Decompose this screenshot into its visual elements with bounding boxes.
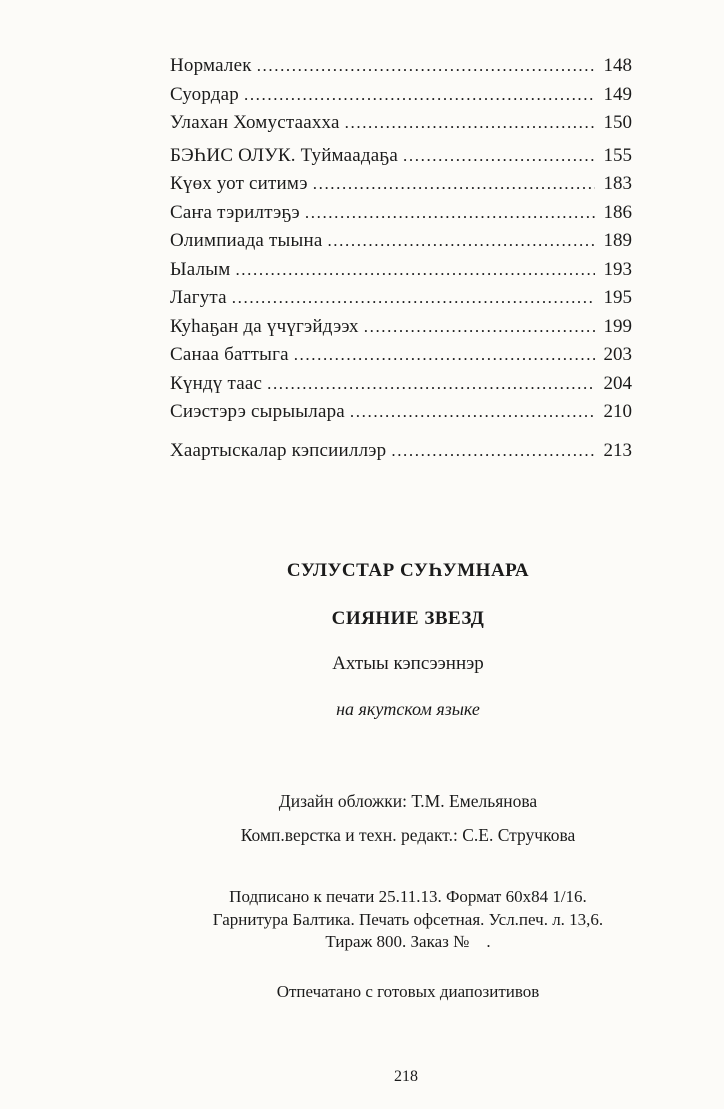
- toc-dot-leader: [235, 256, 595, 285]
- toc-dot-leader: [232, 284, 595, 313]
- toc-entry-page: 204: [603, 372, 632, 394]
- toc-entry-page: 203: [603, 344, 632, 365]
- toc-dot-leader: [350, 398, 595, 427]
- toc-dot-leader: [313, 170, 595, 199]
- toc-entry: [170, 313, 632, 342]
- toc-entry-title: БЭҺИС ОЛУК. Туймаадаҕа: [170, 144, 399, 166]
- book-subtitle: Ахтыы кэпсээннэр: [332, 653, 484, 674]
- toc-entry: [170, 199, 632, 228]
- toc-dot-leader: [294, 341, 595, 370]
- toc-dot-leader: [327, 227, 595, 256]
- print-details: [102, 886, 714, 954]
- book-title-yakut: СУЛУСТАР СУҺУМНАРА: [286, 560, 530, 581]
- toc-entry-page: 150: [603, 112, 632, 133]
- toc-entry-page: 213: [603, 439, 632, 461]
- print-details-line1: Подписано к печати 25.11.13. Формат 60х84 1/16.: [229, 887, 587, 906]
- toc-dot-leader: [267, 370, 595, 399]
- toc-entry: [170, 398, 632, 427]
- toc-entry-title: Лагута: [170, 287, 227, 308]
- toc-entry: [170, 142, 632, 171]
- toc-dot-leader: [345, 109, 595, 138]
- toc-entry-page: 155: [603, 144, 632, 166]
- toc-entry-page: 189: [603, 230, 632, 251]
- cover-design-credit: Дизайн обложки: Т.М. Емельянова: [278, 791, 538, 811]
- toc-dot-leader: [391, 437, 595, 466]
- toc-entry-title: Куһаҕан да үчүгэйдээх: [170, 315, 359, 337]
- toc-entry: [170, 370, 632, 399]
- table-of-contents: [170, 52, 632, 465]
- toc-entry-page: 199: [603, 315, 632, 337]
- toc-entry-title: Сиэстэрэ сырыылара: [170, 401, 345, 422]
- toc-entry-title: Улахан Хомустаахха: [170, 112, 340, 133]
- toc-dot-leader: [244, 81, 595, 110]
- toc-entry-title: Хаартыскалар кэпсииллэр: [170, 439, 387, 461]
- toc-entry-title: Санаа баттыга: [170, 344, 289, 365]
- printed-note: Отпечатано с готовых диапозитивов: [276, 981, 540, 1001]
- toc-entry: [170, 256, 632, 285]
- toc-dot-leader: [364, 313, 595, 342]
- toc-entry-page: 186: [603, 201, 632, 223]
- toc-entry-page: 149: [603, 83, 632, 105]
- toc-entry: [170, 170, 632, 199]
- toc-entry-title: Суордар: [170, 83, 239, 105]
- print-details-line3: Тираж 800. Заказ № .: [325, 932, 491, 951]
- toc-entry-page: 193: [603, 258, 632, 280]
- toc-entry-title: Саҥа тэрилтэҕэ: [170, 201, 300, 223]
- toc-entry-page: 210: [603, 401, 632, 422]
- toc-entry: [170, 284, 632, 313]
- colophon: [102, 560, 714, 1002]
- toc-dot-leader: [403, 142, 595, 171]
- print-details-line2: Гарнитура Балтика. Печать офсетная. Усл.печ. л. 13,6.: [212, 909, 604, 929]
- toc-entry-page: 195: [603, 287, 632, 308]
- toc-entry: [170, 109, 632, 138]
- page-number: 218: [394, 1068, 418, 1085]
- toc-entry-title: Күндү таас: [170, 372, 263, 394]
- toc-entry: [170, 81, 632, 110]
- book-title-russian: СИЯНИЕ ЗВЕЗД: [331, 608, 485, 629]
- language-note: на якутском языке: [336, 699, 480, 719]
- toc-entry-title: Күөх уот ситимэ: [170, 173, 308, 194]
- toc-entry: [170, 227, 632, 256]
- toc-entry: [170, 341, 632, 370]
- toc-dot-leader: [305, 199, 595, 228]
- toc-entry: [170, 52, 632, 81]
- typesetting-credit: Комп.верстка и техн. редакт.: С.Е. Стручкова: [240, 825, 576, 845]
- toc-entry-title: Ыалым: [170, 258, 231, 280]
- toc-entry-page: 148: [603, 55, 632, 76]
- toc-entry: [170, 437, 632, 466]
- toc-dot-leader: [257, 52, 595, 81]
- toc-entry-title: Нормалек: [170, 55, 252, 76]
- toc-entry-page: 183: [603, 173, 632, 194]
- toc-entry-title: Олимпиада тыына: [170, 230, 323, 251]
